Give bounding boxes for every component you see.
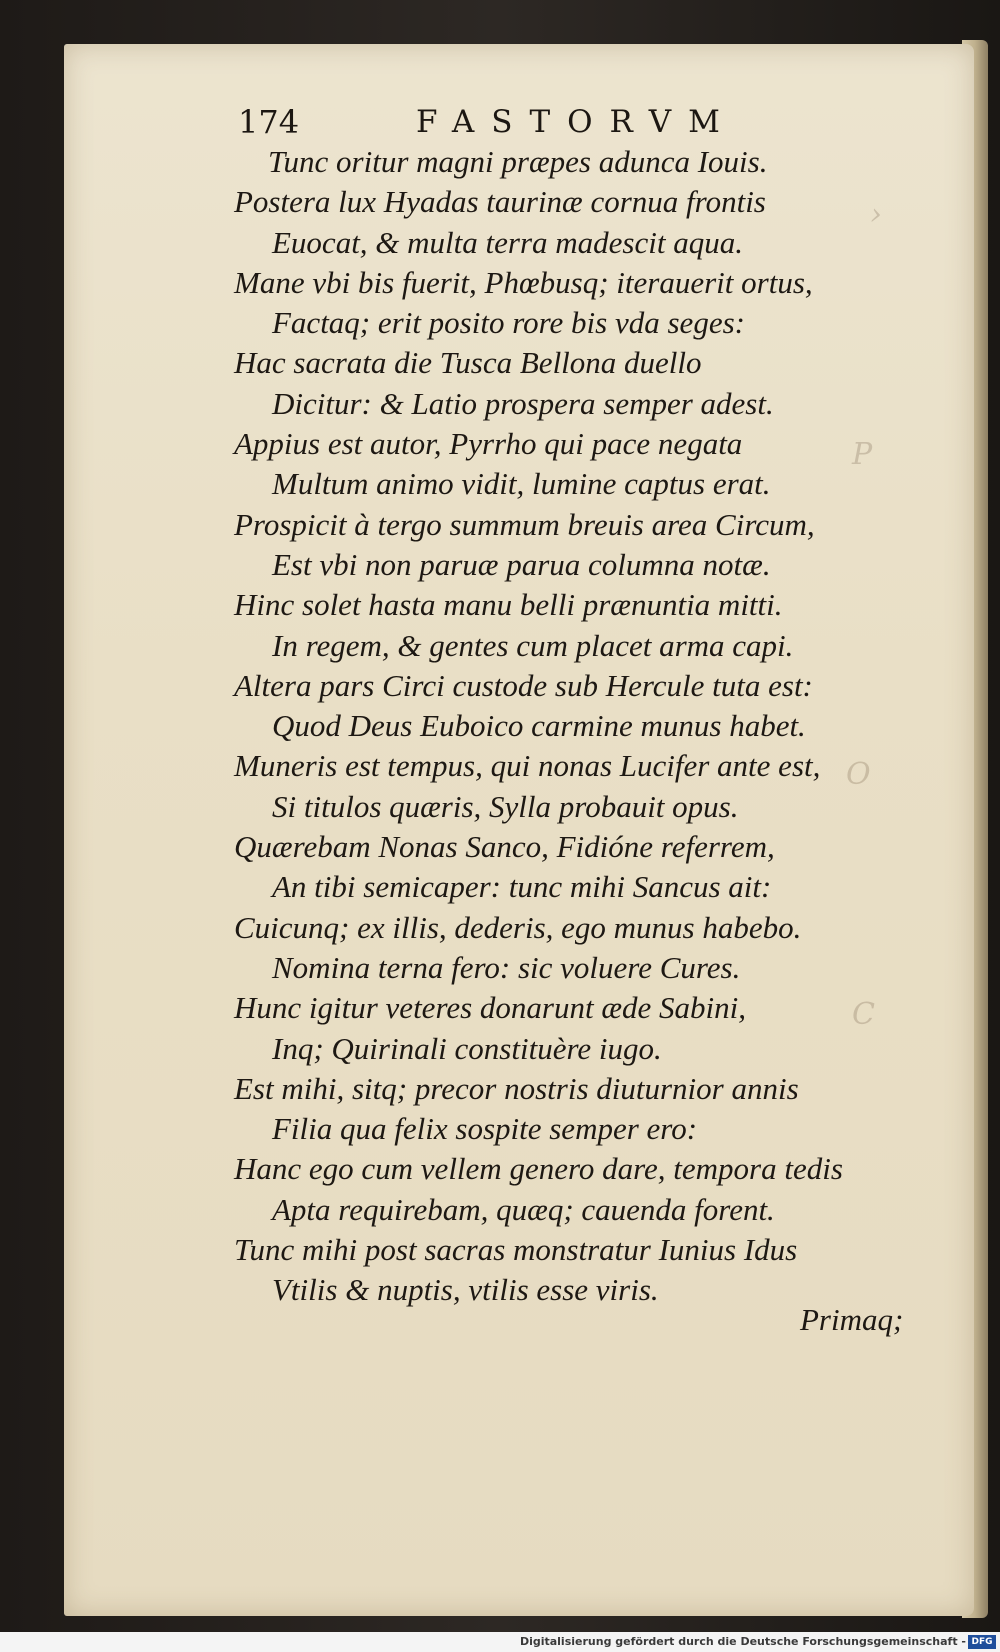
- bleed-through-mark: O: [846, 757, 871, 792]
- verse-line: Tunc oritur magni præpes adunca Iouis.: [268, 144, 768, 179]
- verse-line: Inq; Quirinali constituère iugo.: [272, 1030, 662, 1066]
- funding-note: Digitalisierung gefördert durch die Deutsche Forschungsgemeinschaft -: [519, 1635, 966, 1648]
- running-title: FASTORVM: [416, 104, 737, 140]
- verse-line: Postera lux Hyadas taurinæ cornua frontis: [234, 184, 766, 220]
- verse-line: Prospicit à tergo summum breuis area Circum,: [234, 506, 815, 542]
- verse-line: Appius est autor, Pyrrho qui pace negata: [234, 426, 743, 462]
- verse-line: An tibi semicaper: tunc mihi Sancus ait:: [272, 869, 772, 905]
- verse-line: Multum animo vidit, lumine captus erat.: [272, 466, 771, 502]
- verse-line: Est vbi non paruæ parua columna notæ.: [272, 546, 771, 582]
- bleed-through-mark: P: [852, 437, 873, 472]
- verse-line: Tunc mihi post sacras monstratur Iunius Idus: [234, 1232, 798, 1268]
- verse-text: [0, 142, 1000, 1311]
- verse-line: Factaq; erit posito rore bis vda seges:: [272, 305, 745, 341]
- verse-line: Altera pars Circi custode sub Hercule tuta est:: [234, 667, 813, 703]
- verse-line: Dicitur: & Latio prospera semper adest.: [272, 385, 774, 421]
- verse-line: Hanc ego cum vellem genero dare, tempora tedis: [234, 1151, 843, 1187]
- verse-line: Muneris est tempus, qui nonas Lucifer ante est,: [234, 748, 821, 784]
- verse-line: Est mihi, sitq; precor nostris diuturnior annis: [234, 1070, 799, 1106]
- verse-line: Hinc solet hasta manu belli prænuntia mitti.: [234, 587, 783, 623]
- verse-line: Nomina terna fero: sic voluere Cures.: [272, 949, 741, 985]
- verse-line: Quod Deus Euboico carmine munus habet.: [272, 708, 806, 744]
- verse-line: Euocat, & multa terra madescit aqua.: [272, 224, 743, 260]
- verse-line: Filia qua felix sospite semper ero:: [272, 1111, 698, 1147]
- bleed-through-mark: C: [852, 997, 875, 1032]
- verse-line: Apta requirebam, quæq; cauenda forent.: [272, 1191, 775, 1227]
- verse-line: Hac sacrata die Tusca Bellona duello: [234, 345, 702, 381]
- verse-line: Cuicunq; ex illis, dederis, ego munus habebo.: [234, 909, 802, 945]
- catchword: Primaq;: [800, 1302, 904, 1337]
- bleed-through-mark: ›: [870, 197, 882, 232]
- verse-line: Hunc igitur veteres donarunt æde Sabini,: [234, 990, 747, 1026]
- page-header: [238, 100, 778, 144]
- verse-line: Si titulos quæris, Sylla probauit opus.: [272, 788, 739, 824]
- dfg-logo: DFG: [968, 1635, 996, 1649]
- verse-line: Mane vbi bis fuerit, Phœbusq; iterauerit ortus,: [234, 264, 813, 300]
- verse-line: Vtilis & nuptis, vtilis esse viris.: [272, 1272, 659, 1308]
- verse-line: Quærebam Nonas Sanco, Fidióne referrem,: [234, 829, 775, 865]
- digitization-footer: [0, 1632, 1000, 1652]
- page-number: 174: [238, 103, 300, 141]
- verse-line: In regem, & gentes cum placet arma capi.: [272, 627, 794, 663]
